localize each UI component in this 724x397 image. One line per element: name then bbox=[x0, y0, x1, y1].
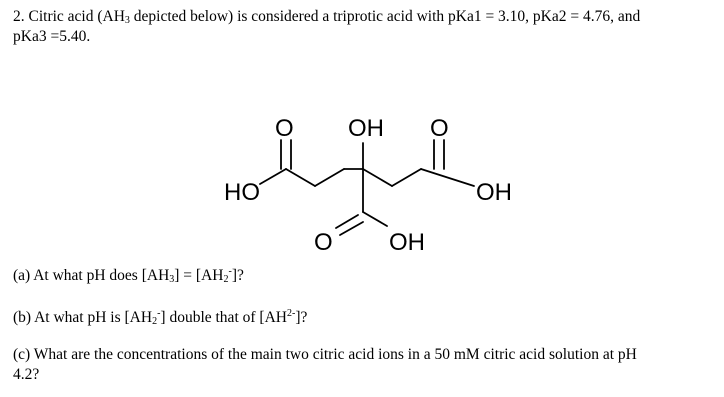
bond-c5-oh bbox=[421, 169, 474, 186]
qa-text-1: (a) At what pH does [AH bbox=[13, 267, 170, 284]
question-c bbox=[13, 345, 713, 384]
qc-line-2: 4.2? bbox=[13, 365, 40, 383]
atom-o-top-left: O bbox=[275, 115, 294, 142]
qb-text-3: ]? bbox=[295, 309, 308, 326]
bond-c3-c4 bbox=[363, 169, 392, 186]
stem-text-suffix: depicted below) is considered a triprotic acid with pKa1 = 3.10, pKa2 = 4.76, and bbox=[129, 8, 641, 25]
qa-sub-2: 2 bbox=[223, 274, 229, 285]
bond-c4-c5 bbox=[392, 169, 421, 186]
stem-text-prefix: 2. Citric acid (AH bbox=[13, 8, 125, 25]
question-b bbox=[13, 308, 713, 328]
bond-c2-c3 bbox=[315, 169, 344, 186]
stem-subscript: 3 bbox=[124, 15, 130, 26]
atom-oh-bottom: OH bbox=[389, 229, 425, 256]
atom-o-top-right: O bbox=[430, 115, 449, 142]
question-a bbox=[13, 266, 713, 286]
atom-oh-right: OH bbox=[476, 179, 512, 206]
qb-sup-2: 2- bbox=[286, 308, 296, 319]
bond-c6-oh bbox=[363, 212, 387, 226]
qc-line-1: (c) What are the concentrations of the main two citric acid ions in a 50 mM citric acid solution at pH bbox=[13, 346, 637, 363]
qa-sup-2: - bbox=[228, 266, 232, 277]
qb-text-1: (b) At what pH is [AH bbox=[13, 309, 153, 326]
atom-ho-left: HO bbox=[224, 179, 260, 206]
qa-sub-1: 3 bbox=[169, 274, 175, 285]
atom-oh-top-middle: OH bbox=[348, 115, 384, 142]
qa-text-2: ] = [AH bbox=[174, 267, 224, 284]
stem-text-line2: pKa3 =5.40. bbox=[13, 27, 91, 45]
qb-sub-1: 2 bbox=[152, 316, 158, 327]
qa-text-3: ]? bbox=[231, 267, 244, 284]
bond-c1-c2 bbox=[286, 169, 315, 186]
bond-ho-c1 bbox=[260, 169, 286, 184]
qb-text-2: ] double that of [AH bbox=[160, 309, 287, 326]
atom-o-bottom: O bbox=[314, 229, 333, 256]
qb-sup-1: - bbox=[157, 308, 161, 319]
